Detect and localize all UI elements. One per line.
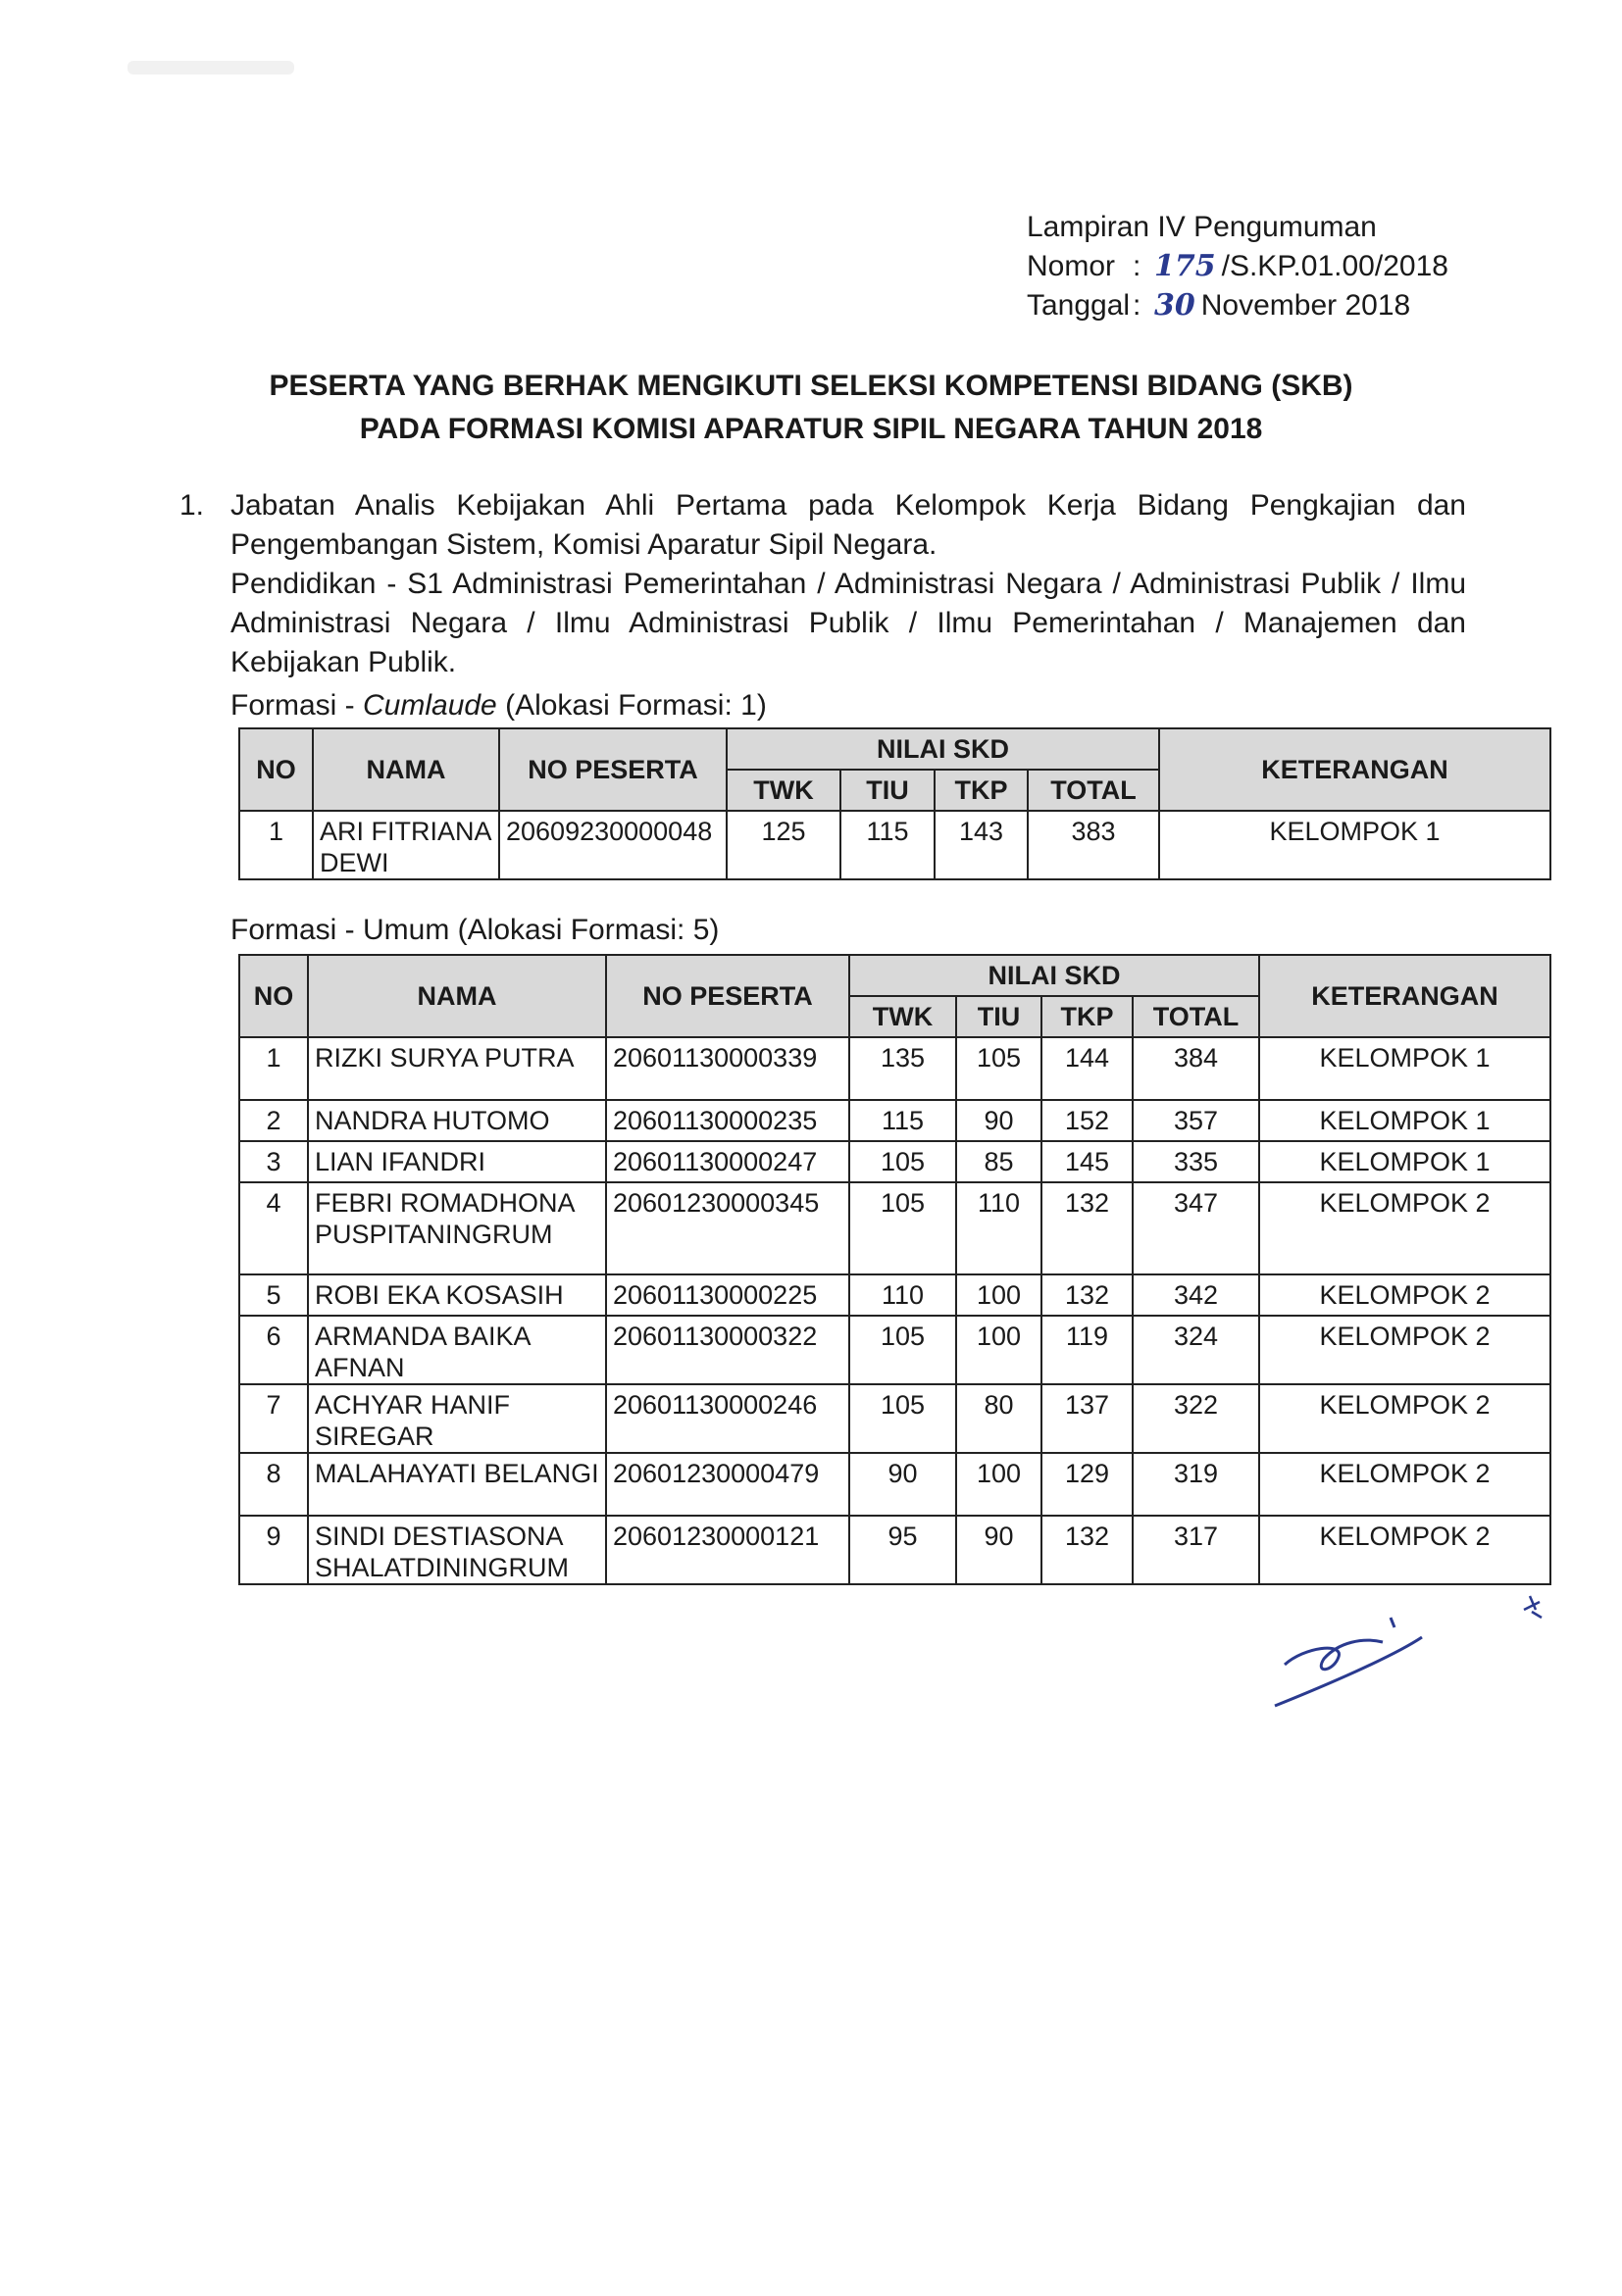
cell-no: 1 bbox=[239, 1037, 308, 1100]
formasi-cumlaude-suffix: (Alokasi Formasi: 1) bbox=[496, 689, 767, 722]
cell-total: 335 bbox=[1133, 1141, 1259, 1182]
cell-keterangan: KELOMPOK 2 bbox=[1259, 1453, 1550, 1516]
cell-tiu: 105 bbox=[956, 1037, 1041, 1100]
tanggal-line bbox=[1027, 286, 1448, 325]
cell-twk: 105 bbox=[849, 1141, 956, 1182]
cumlaude-table bbox=[238, 727, 1551, 880]
cell-tkp: 129 bbox=[1041, 1453, 1133, 1516]
cell-tkp: 132 bbox=[1041, 1182, 1133, 1274]
col-tkp: TKP bbox=[1041, 996, 1133, 1037]
cell-tiu: 100 bbox=[956, 1316, 1041, 1384]
cell-no: 1 bbox=[239, 811, 313, 879]
col-no-peserta: NO PESERTA bbox=[606, 955, 849, 1037]
cell-nama: LIAN IFANDRI bbox=[308, 1141, 606, 1182]
nomor-line bbox=[1027, 247, 1448, 286]
cell-twk: 105 bbox=[849, 1384, 956, 1453]
title-line-2: PADA FORMASI KOMISI APARATUR SIPIL NEGARA TAHUN 2018 bbox=[359, 413, 1263, 445]
tanggal-label: Tanggal bbox=[1027, 289, 1131, 322]
col-keterangan: KETERANGAN bbox=[1259, 955, 1550, 1037]
cell-tiu: 85 bbox=[956, 1141, 1041, 1182]
table-row bbox=[239, 1274, 1550, 1316]
cell-keterangan: KELOMPOK 1 bbox=[1159, 811, 1550, 879]
nomor-handwritten: 175 bbox=[1154, 249, 1216, 283]
cell-keterangan: KELOMPOK 2 bbox=[1259, 1274, 1550, 1316]
col-total: TOTAL bbox=[1028, 770, 1159, 811]
cell-peserta: 20601230000121 bbox=[606, 1516, 849, 1584]
formasi-cumlaude-caption bbox=[230, 686, 767, 725]
cell-peserta: 20609230000048 bbox=[499, 811, 727, 879]
section-number: 1. bbox=[179, 489, 205, 522]
cell-peserta: 20601230000479 bbox=[606, 1453, 849, 1516]
title-line-1: PESERTA YANG BERHAK MENGIKUTI SELEKSI KOMPETENSI BIDANG (SKB) bbox=[269, 370, 1353, 402]
cell-tiu: 100 bbox=[956, 1453, 1041, 1516]
col-tkp: TKP bbox=[935, 770, 1028, 811]
section-1 bbox=[179, 486, 1466, 682]
cell-no: 7 bbox=[239, 1384, 308, 1453]
col-twk: TWK bbox=[727, 770, 840, 811]
cell-tkp: 152 bbox=[1041, 1100, 1133, 1141]
col-tiu: TIU bbox=[840, 770, 935, 811]
umum-table bbox=[238, 954, 1551, 1585]
table-row bbox=[239, 1037, 1550, 1100]
cell-peserta: 20601130000235 bbox=[606, 1100, 849, 1141]
cell-no: 5 bbox=[239, 1274, 308, 1316]
cell-nama: MALAHAYATI BELANGI bbox=[308, 1453, 606, 1516]
table-row bbox=[239, 811, 1550, 879]
cell-peserta: 20601130000322 bbox=[606, 1316, 849, 1384]
cell-total: 357 bbox=[1133, 1100, 1259, 1141]
cell-no: 8 bbox=[239, 1453, 308, 1516]
cell-no: 6 bbox=[239, 1316, 308, 1384]
cell-no: 2 bbox=[239, 1100, 308, 1141]
cell-total: 324 bbox=[1133, 1316, 1259, 1384]
page-title bbox=[0, 365, 1622, 451]
cell-nama: RIZKI SURYA PUTRA bbox=[308, 1037, 606, 1100]
cell-tiu: 90 bbox=[956, 1516, 1041, 1584]
cell-tkp: 132 bbox=[1041, 1516, 1133, 1584]
cell-tiu: 100 bbox=[956, 1274, 1041, 1316]
cell-total: 383 bbox=[1028, 811, 1159, 879]
cell-keterangan: KELOMPOK 1 bbox=[1259, 1100, 1550, 1141]
pendidikan-text: Pendidikan - S1 Administrasi Pemerintahan / Administrasi Negara / Administrasi Publik / Ilmu Administrasi Negara / Ilmu Administrasi Publik / Ilmu Pemerintahan / Manajemen dan Kebijakan Publik. bbox=[230, 568, 1466, 678]
cell-total: 342 bbox=[1133, 1274, 1259, 1316]
lampiran-line bbox=[1027, 208, 1448, 247]
cell-tkp: 143 bbox=[935, 811, 1028, 879]
cell-tkp: 132 bbox=[1041, 1274, 1133, 1316]
col-nilai-skd: NILAI SKD bbox=[727, 728, 1159, 770]
cell-tkp: 144 bbox=[1041, 1037, 1133, 1100]
cell-keterangan: KELOMPOK 2 bbox=[1259, 1384, 1550, 1453]
tanggal-separator: : bbox=[1133, 289, 1141, 322]
cell-nama: ARI FITRIANA DEWI bbox=[313, 811, 499, 879]
nomor-separator: : bbox=[1133, 250, 1141, 282]
cell-twk: 90 bbox=[849, 1453, 956, 1516]
formasi-cumlaude-italic: Cumlaude bbox=[363, 689, 497, 722]
cell-tiu: 80 bbox=[956, 1384, 1041, 1453]
cell-total: 347 bbox=[1133, 1182, 1259, 1274]
col-keterangan: KETERANGAN bbox=[1159, 728, 1550, 811]
cell-twk: 115 bbox=[849, 1100, 956, 1141]
table-row bbox=[239, 1453, 1550, 1516]
cell-peserta: 20601130000246 bbox=[606, 1384, 849, 1453]
cell-keterangan: KELOMPOK 2 bbox=[1259, 1516, 1550, 1584]
cell-nama: ROBI EKA KOSASIH bbox=[308, 1274, 606, 1316]
col-no: NO bbox=[239, 955, 308, 1037]
cell-no: 3 bbox=[239, 1141, 308, 1182]
cell-nama: NANDRA HUTOMO bbox=[308, 1100, 606, 1141]
col-nama: NAMA bbox=[308, 955, 606, 1037]
cell-nama: ACHYAR HANIF SIREGAR bbox=[308, 1384, 606, 1453]
table-row bbox=[239, 1182, 1550, 1274]
formasi-umum-caption: Formasi - Umum (Alokasi Formasi: 5) bbox=[230, 914, 720, 946]
jabatan-text: Jabatan Analis Kebijakan Ahli Pertama pada Kelompok Kerja Bidang Pengkajian dan Pengembangan Sistem, Komisi Aparatur Sipil Negara. bbox=[230, 489, 1466, 561]
table-row bbox=[239, 1100, 1550, 1141]
col-tiu: TIU bbox=[956, 996, 1041, 1037]
paraf-signature bbox=[1245, 1588, 1559, 1716]
cell-twk: 95 bbox=[849, 1516, 956, 1584]
cell-peserta: 20601130000339 bbox=[606, 1037, 849, 1100]
cell-keterangan: KELOMPOK 1 bbox=[1259, 1037, 1550, 1100]
document-meta bbox=[1027, 208, 1448, 325]
col-total: TOTAL bbox=[1133, 996, 1259, 1037]
cell-peserta: 20601230000345 bbox=[606, 1182, 849, 1274]
cell-tiu: 110 bbox=[956, 1182, 1041, 1274]
cell-peserta: 20601130000225 bbox=[606, 1274, 849, 1316]
tanggal-value: November 2018 bbox=[1200, 289, 1411, 322]
cell-keterangan: KELOMPOK 1 bbox=[1259, 1141, 1550, 1182]
col-nama: NAMA bbox=[313, 728, 499, 811]
cell-tiu: 115 bbox=[840, 811, 935, 879]
cell-nama: ARMANDA BAIKA AFNAN bbox=[308, 1316, 606, 1384]
col-nilai-skd: NILAI SKD bbox=[849, 955, 1259, 996]
col-twk: TWK bbox=[849, 996, 956, 1037]
cell-no: 9 bbox=[239, 1516, 308, 1584]
cell-tkp: 137 bbox=[1041, 1384, 1133, 1453]
cell-total: 317 bbox=[1133, 1516, 1259, 1584]
table-row bbox=[239, 1384, 1550, 1453]
cell-twk: 105 bbox=[849, 1316, 956, 1384]
tanggal-handwritten: 30 bbox=[1154, 288, 1195, 323]
nomor-value: /S.KP.01.00/2018 bbox=[1221, 250, 1448, 282]
cell-tkp: 119 bbox=[1041, 1316, 1133, 1384]
cell-nama: FEBRI ROMADHONA PUSPITANINGRUM bbox=[308, 1182, 606, 1274]
formasi-cumlaude-prefix: Formasi - bbox=[230, 689, 363, 722]
col-no-peserta: NO PESERTA bbox=[499, 728, 727, 811]
cell-twk: 110 bbox=[849, 1274, 956, 1316]
cell-no: 4 bbox=[239, 1182, 308, 1274]
lampiran-text: Lampiran IV Pengumuman bbox=[1027, 211, 1377, 243]
cell-keterangan: KELOMPOK 2 bbox=[1259, 1182, 1550, 1274]
cell-keterangan: KELOMPOK 2 bbox=[1259, 1316, 1550, 1384]
cell-total: 384 bbox=[1133, 1037, 1259, 1100]
cell-twk: 135 bbox=[849, 1037, 956, 1100]
table-row bbox=[239, 1141, 1550, 1182]
table-row bbox=[239, 1516, 1550, 1584]
cell-tiu: 90 bbox=[956, 1100, 1041, 1141]
cell-nama: SINDI DESTIASONA SHALATDININGRUM bbox=[308, 1516, 606, 1584]
cell-twk: 125 bbox=[727, 811, 840, 879]
col-no: NO bbox=[239, 728, 313, 811]
cell-twk: 105 bbox=[849, 1182, 956, 1274]
cell-total: 319 bbox=[1133, 1453, 1259, 1516]
cell-tkp: 145 bbox=[1041, 1141, 1133, 1182]
nomor-label: Nomor bbox=[1027, 250, 1116, 282]
table-row bbox=[239, 1316, 1550, 1384]
cell-peserta: 20601130000247 bbox=[606, 1141, 849, 1182]
scan-smudge bbox=[127, 61, 294, 75]
cell-total: 322 bbox=[1133, 1384, 1259, 1453]
